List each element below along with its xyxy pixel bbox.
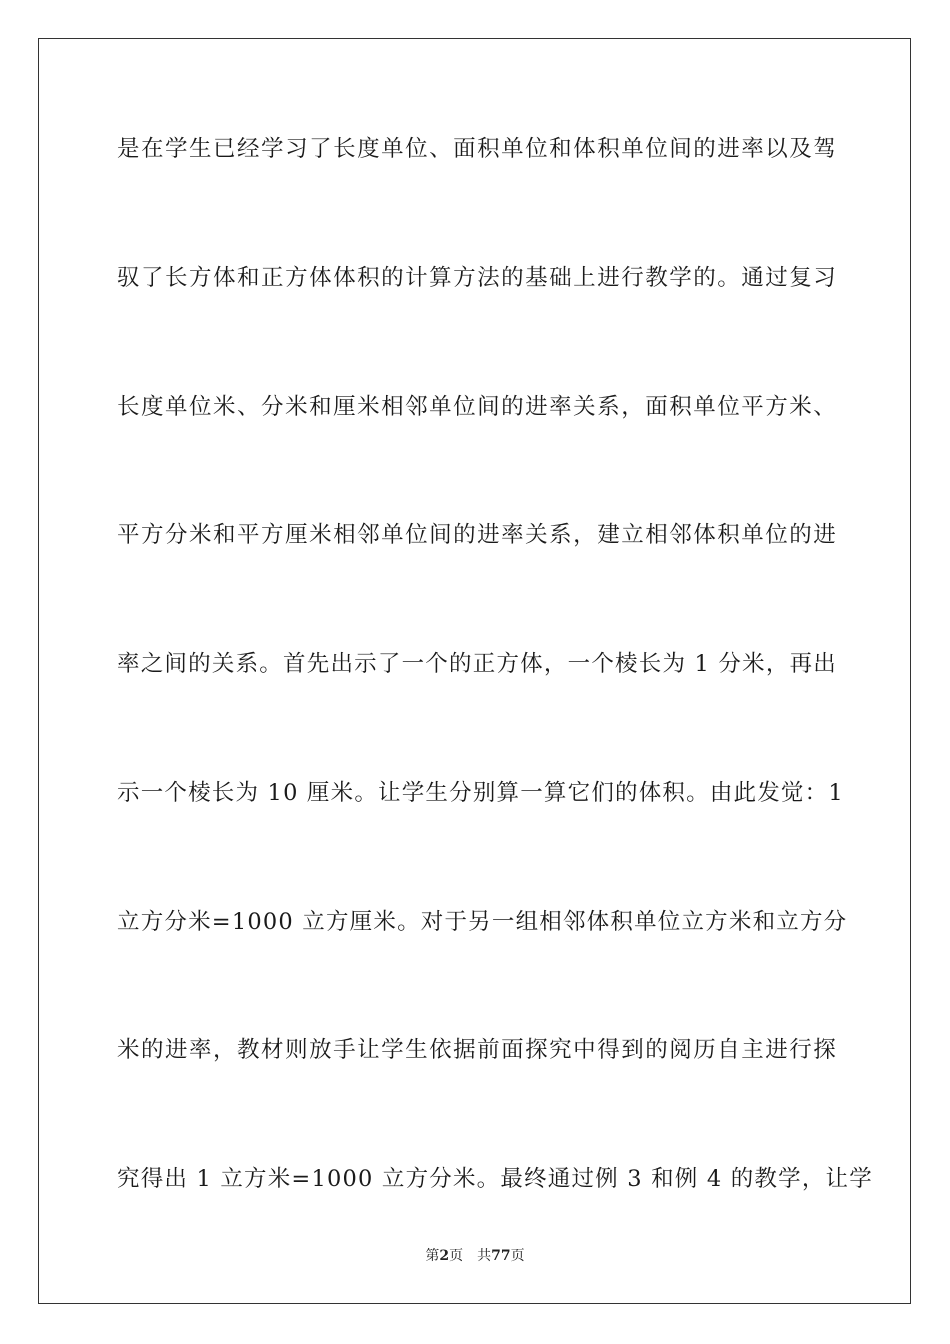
body-text-line-7: 立方分米=1000 立方厘米。对于另一组相邻体积单位立方米和立方分	[117, 909, 848, 935]
page-prefix: 第	[425, 1248, 440, 1264]
page-suffix: 页	[449, 1248, 464, 1264]
body-text-line-9: 究得出 1 立方米=1000 立方分米。最终通过例 3 和例 4 的教学，让学	[117, 1166, 873, 1192]
body-text-line-3: 长度单位米、分米和厘米相邻单位间的进率关系，面积单位平方米、	[117, 394, 837, 420]
total-suffix: 页	[510, 1248, 525, 1264]
body-text-line-4: 平方分米和平方厘米相邻单位间的进率关系，建立相邻体积单位的进	[117, 522, 837, 548]
body-text-line-6: 示一个棱长为 10 厘米。让学生分别算一算它们的体积。由此发觉：1	[117, 780, 844, 806]
total-pages: 77	[491, 1248, 511, 1264]
page-number: 2	[439, 1248, 450, 1264]
body-text-line-1: 是在学生已经学习了长度单位、面积单位和体积单位间的进率以及驾	[117, 136, 837, 162]
body-text-line-5: 率之间的关系。首先出示了一个的正方体，一个棱长为 1 分米，再出	[117, 651, 837, 677]
body-text-line-8: 米的进率，教材则放手让学生依据前面探究中得到的阅历自主进行探	[117, 1037, 837, 1063]
body-text-line-2: 驭了长方体和正方体体积的计算方法的基础上进行教学的。通过复习	[117, 265, 837, 291]
total-prefix: 共	[477, 1248, 492, 1264]
page-footer	[0, 1247, 950, 1265]
